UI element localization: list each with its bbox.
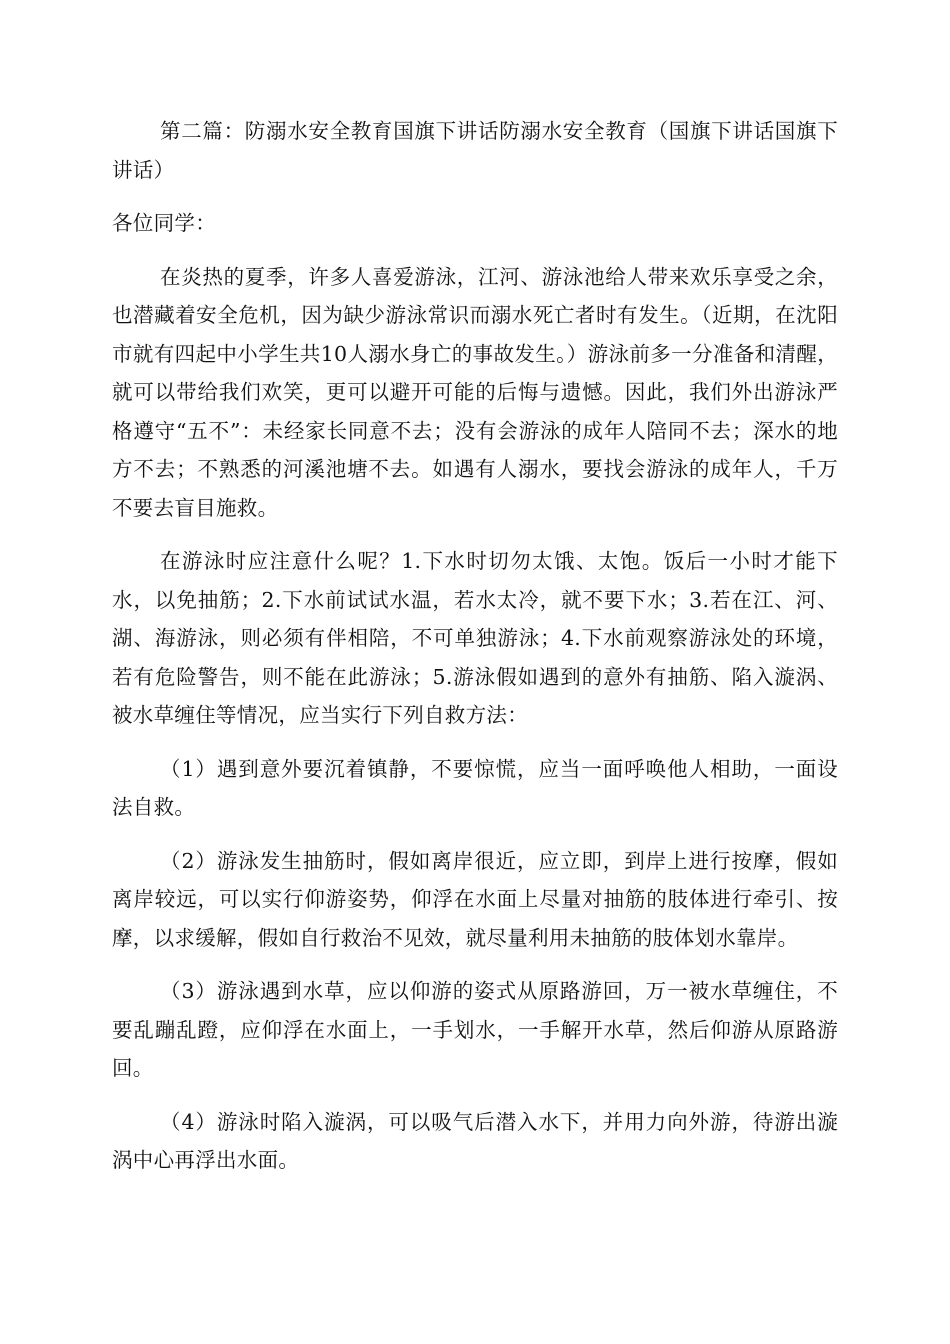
paragraph-item-2: （2）游泳发生抽筋时，假如离岸很近，应立即，到岸上进行按摩，假如离岸较远，可以实行仰游姿势，仰浮在水面上尽量对抽筋的肢体进行牵引、按摩，以求缓解，假如自行救治不见效，就尽量利用未抽筋的肢体划水靠岸。 [112, 848, 838, 950]
paragraph-item-3: （3）游泳遇到水草，应以仰游的姿式从原路游回，万一被水草缠住，不要乱蹦乱蹬，应仰浮在水面上，一手划水，一手解开水草，然后仰游从原路游回。 [112, 979, 838, 1080]
document-page [112, 112, 838, 1180]
greeting: 各位同学： [112, 211, 216, 235]
paragraph-item-4: （4）游泳时陷入漩涡，可以吸气后潜入水下，并用力向外游，待游出漩涡中心再浮出水面。 [112, 1109, 838, 1172]
paragraph-item-1: （1）遇到意外要沉着镇静，不要惊慌，应当一面呼唤他人相助，一面设法自救。 [112, 756, 838, 819]
document-title: 第二篇：防溺水安全教育国旗下讲话防溺水安全教育（国旗下讲话国旗下讲话） [112, 119, 838, 182]
paragraph-precautions: 在游泳时应注意什么呢？1.下水时切勿太饿、太饱。饭后一小时才能下水，以免抽筋；2.下水前试试水温，若水太冷，就不要下水；3.若在江、河、湖、海游泳，则必须有伴相陪，不可单独游泳；4.下水前观察游泳处的环境，若有危险警告，则不能在此游泳；5.游泳假如遇到的意外有抽筋、陷入漩涡、被水草缠住等情况，应当实行下列自救方法： [112, 549, 838, 727]
paragraph-intro: 在炎热的夏季，许多人喜爱游泳，江河、游泳池给人带来欢乐享受之余，也潜藏着安全危机，因为缺少游泳常识而溺水死亡者时有发生。（近期，在沈阳市就有四起中小学生共10人溺水身亡的事故发生。）游泳前多一分准备和清醒，就可以带给我们欢笑，更可以避开可能的后悔与遗憾。因此，我们外出游泳严格遵守“五不”：未经家长同意不去；没有会游泳的成年人陪同不去；深水的地方不去；不熟悉的河溪池塘不去。如遇有人溺水，要找会游泳的成年人，千万不要去盲目施救。 [112, 264, 838, 520]
